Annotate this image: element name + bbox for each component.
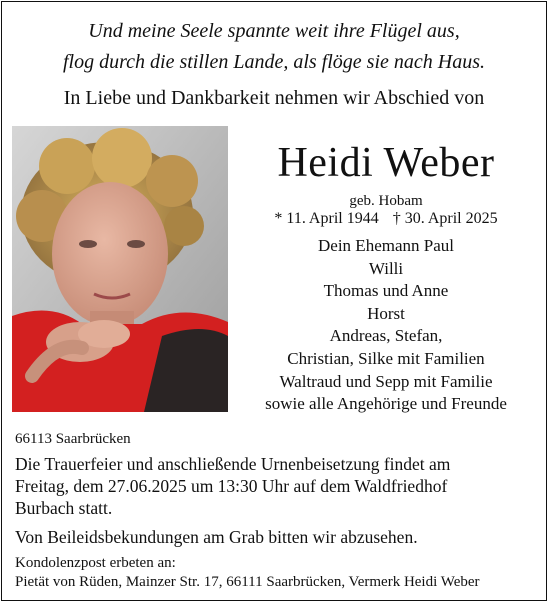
condolence-post-label: Kondolenzpost erbeten an: (15, 555, 176, 571)
maiden-name: geb. Hobam (349, 193, 423, 209)
condolence-note: Von Beileidsbekundungen am Grab bitten wir abzusehen. (15, 527, 418, 547)
survivor-line: Dein Ehemann Paul (318, 236, 454, 255)
ceremony-line-1: Die Trauerfeier und anschließende Urnenbeisetzung findet am (15, 454, 451, 474)
birth-date: * 11. April 1944 (274, 210, 379, 227)
deceased-name: Heidi Weber (277, 140, 495, 186)
obituary-notice (1, 1, 547, 601)
portrait-photo (12, 126, 228, 412)
ceremony-info (15, 453, 538, 519)
death-date: † 30. April 2025 (392, 210, 498, 227)
survivor-line: Willi (368, 258, 404, 278)
verse-line-1: Und meine Seele spannte weit ihre Flügel aus, (88, 20, 460, 42)
intro-line: In Liebe und Dankbarkeit nehmen wir Abschied von (63, 87, 485, 109)
survivor-line: sowie alle Angehörige und Freunde (265, 394, 507, 414)
condolence-post-address: Pietät von Rüden, Mainzer Str. 17, 66111 Saarbrücken, Vermerk Heidi Weber (15, 574, 480, 590)
ceremony-line-3: Burbach statt. (15, 498, 113, 518)
survivor-line: Christian, Silke mit Familien (287, 348, 485, 368)
life-dates (232, 209, 540, 229)
survivor-line: Horst (367, 303, 405, 323)
survivors-list (232, 235, 540, 416)
family-location: 66113 Saarbrücken (15, 431, 131, 447)
survivor-line: Waltraud und Sepp mit Familie (279, 371, 493, 391)
verse (2, 16, 546, 78)
ceremony-line-2: Freitag, dem 27.06.2025 um 13:30 Uhr auf dem Waldfriedhof (15, 476, 448, 496)
survivor-line: Andreas, Stefan, (329, 326, 443, 346)
survivor-line: Thomas und Anne (323, 281, 449, 301)
verse-line-2: flog durch die stillen Lande, als flöge sie nach Haus. (62, 51, 485, 73)
